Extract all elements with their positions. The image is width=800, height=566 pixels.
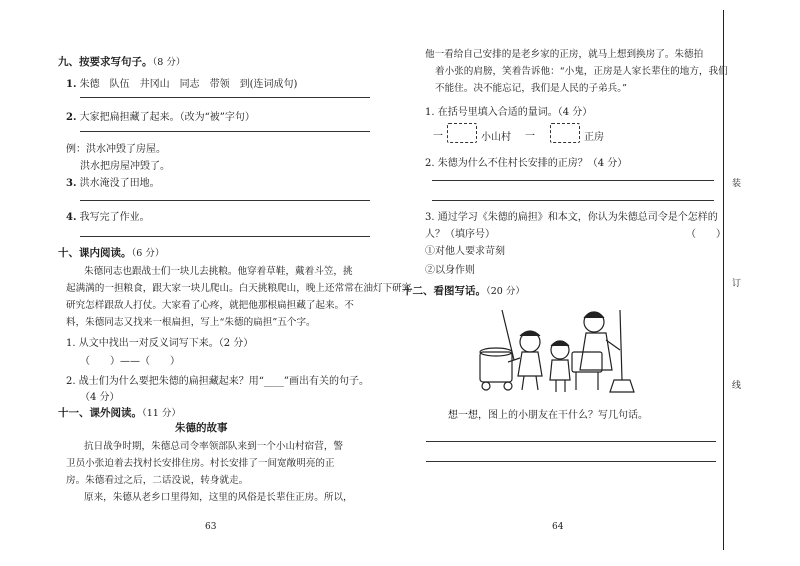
sec9-q3: 3. 洪水淹没了田地。 <box>66 178 160 189</box>
answer-line[interactable] <box>432 180 714 181</box>
sec9-q4: 4. 我写完了作业。 <box>66 212 150 223</box>
r-q1: 1. 在括号里填入合适的量词。（4 分） <box>425 107 593 118</box>
writing-line[interactable] <box>426 441 716 442</box>
binding-label-3: 线 <box>732 381 742 391</box>
sec12-prompt: 想一想，图上的小朋友在干什么？写几句话。 <box>448 410 648 421</box>
sec11-passage: 抗日战争时期，朱德总司令率领部队来到一个小山村宿营，警 卫员小张迫着去找村长安排住房。村长安排了一间宽敞明亮的正 房。朱德看过之后，二话没说，转身就走。 原来，朱德从老乡口里得知，这里的风俗是长辈住正房。所以， <box>66 441 353 503</box>
mw-item-2: 正房 <box>584 132 604 143</box>
mw-prefix-1: 一 <box>433 131 443 142</box>
sec10-q2-score: （4 分） <box>80 392 120 403</box>
r-q2: 2. 朱德为什么不住村长安排的正房？（4 分） <box>425 158 628 169</box>
answer-line[interactable] <box>80 236 370 237</box>
sec9-q1: 1. 朱德 队伍 井冈山 同志 带领 到(连词成句) <box>66 79 298 90</box>
measure-word-box-1[interactable] <box>447 123 477 143</box>
example-answer: 洪水把房屋冲毁了。 <box>80 161 170 172</box>
story-title: 朱德的故事 <box>175 422 228 434</box>
r-q3-line2: 人？（填序号） <box>425 229 495 240</box>
mw-prefix-2: 一 <box>525 131 535 142</box>
sec10-passage: 朱德同志也跟战士们一块儿去挑粮。他穿着草鞋，戴着斗笠，挑 起满满的一担粮食，跟大家一块儿爬山。白天挑粮爬山，晚上还常常在油灯下研究 研究怎样跟敌人打仗。大家看了心疼，就把他那根扁担藏了起来。不 料，朱德同志又找来一根扁担，写上“朱德的扁担”五个字。 <box>66 266 412 328</box>
page-number-right: 64 <box>552 522 564 532</box>
binding-label-1: 装 <box>732 179 742 189</box>
story-continuation: 他一看给自己安排的是老乡家的正房，就马上想到换房了。朱德拍 着小张的肩膀，笑着告诉他：“小鬼，正房是人家长辈住的地方，我们 不能住。决不能忘记，我们是人民的子弟兵。” <box>425 49 728 94</box>
r-q3-line1: 3. 通过学习《朱德的扁担》和本文，你认为朱德总司令是个怎样的 <box>425 212 718 223</box>
sec10-q2: 2. 战士们为什么要把朱德的扁担藏起来？用“____”画出有关的句子。 <box>66 376 369 387</box>
mw-item-1: 小山村 <box>481 132 511 143</box>
binding-line <box>723 10 724 550</box>
sec9-heading: 九、按要求写句子。（8 分） <box>58 56 186 68</box>
measure-word-box-2[interactable] <box>550 123 580 143</box>
sec10-q1-blank[interactable]: （ ）——（ ） <box>80 356 180 367</box>
sec11-heading: 十一、课外阅读。（11 分） <box>58 407 181 419</box>
r-q3-answer-paren[interactable]: （ ） <box>686 229 726 240</box>
writing-line[interactable] <box>426 461 716 462</box>
sec12-heading: 十二、看图写话。（20 分） <box>402 285 525 297</box>
broom-icon <box>620 310 622 380</box>
sec9-q2: 2. 大家把扁担藏了起来。（改为“被”字句） <box>66 112 255 123</box>
cleaning-illustration <box>472 300 642 394</box>
page-number-left: 63 <box>205 522 217 532</box>
answer-line[interactable] <box>80 97 370 98</box>
answer-line[interactable] <box>80 200 370 201</box>
answer-line[interactable] <box>80 131 370 132</box>
r-q3-option-2: ②以身作则 <box>425 265 475 276</box>
sec10-q1: 1. 从文中找出一对反义词写下来。（2 分） <box>66 338 254 349</box>
binding-label-2: 订 <box>732 279 742 289</box>
table-icon <box>572 352 602 372</box>
sec10-heading: 十、课内阅读。（6 分） <box>58 247 165 259</box>
example-label: 例：洪水冲毁了房屋。 <box>66 144 166 155</box>
r-q3-option-1: ①对他人要求苛刻 <box>425 246 505 257</box>
answer-line[interactable] <box>432 200 714 201</box>
